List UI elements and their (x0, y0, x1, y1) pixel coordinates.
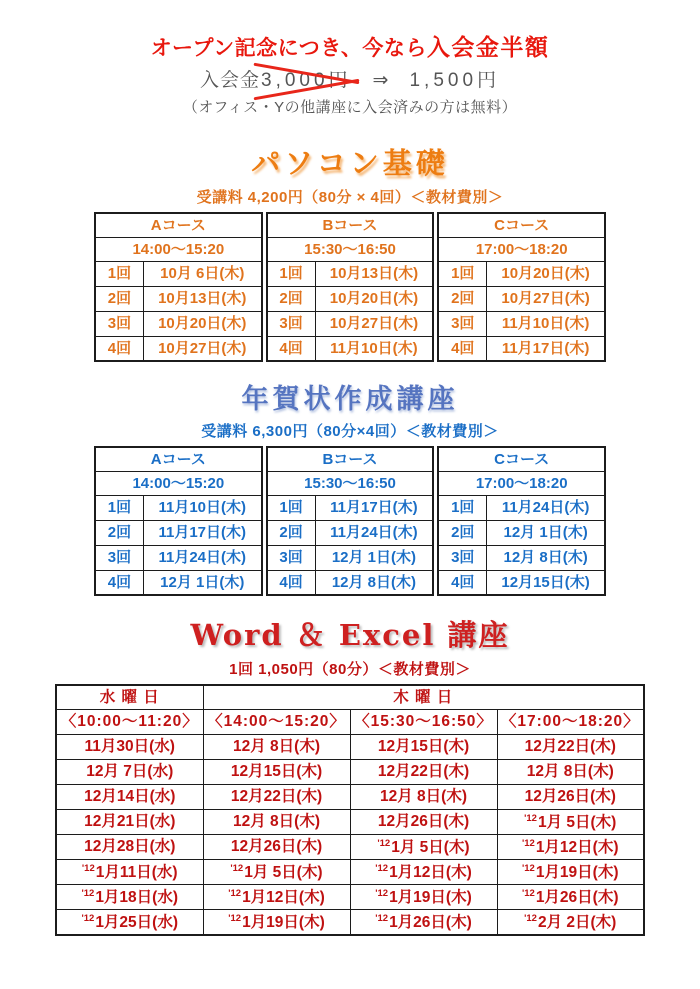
promo-banner (0, 0, 700, 117)
schedule-date: 12月 8日(木) (350, 785, 497, 810)
schedule-row (56, 810, 644, 835)
session-date: 10月20日(木) (315, 286, 433, 311)
schedule-date: $^{'12}$1月26日(木) (497, 885, 644, 910)
course-column-header: Aコース (95, 447, 262, 471)
schedule-date: 12月 8日(木) (203, 810, 350, 835)
table-row (267, 261, 434, 286)
promo-headline-emphasis: 入会金半額 (426, 34, 550, 60)
session-date: 10月27日(木) (143, 336, 261, 361)
schedule-date: 12月 7日(水) (56, 760, 203, 785)
course-time-header: 15:30～16:50 (267, 237, 434, 261)
schedule-date: 12月28日(水) (56, 835, 203, 860)
table-row (267, 520, 434, 545)
session-date: 10月13日(木) (143, 286, 261, 311)
course-column-header: Bコース (267, 447, 434, 471)
course-time-header: 14:00～15:20 (95, 237, 262, 261)
schedule-row (56, 860, 644, 885)
table-row (438, 495, 605, 520)
session-number: 3回 (267, 545, 315, 570)
session-number: 1回 (95, 261, 143, 286)
session-number: 2回 (267, 520, 315, 545)
schedule-date: 12月26日(木) (350, 810, 497, 835)
session-number: 2回 (95, 286, 143, 311)
schedule-row (56, 735, 644, 760)
time-slot-header: 〈14:00～15:20〉 (203, 710, 350, 735)
schedule-date: $^{'12}$1月19日(木) (203, 910, 350, 935)
section-word-excel (0, 619, 700, 935)
new-price-text: 1,500円 (409, 70, 501, 91)
table-row (267, 311, 434, 336)
session-number: 4回 (438, 570, 486, 595)
table-row (438, 213, 605, 237)
session-date: 12月 1日(木) (487, 520, 605, 545)
table-row (438, 336, 605, 361)
schedule-date: $^{'12}$1月12日(木) (350, 860, 497, 885)
schedule-date: $^{'12}$2月 2日(木) (497, 910, 644, 935)
promo-headline (0, 33, 700, 63)
course-subtable (437, 212, 606, 362)
section-title-pc-basic: パソコン基礎 (251, 148, 449, 180)
promo-note: （オフィス・Yの他講座に入会済みの方は無料） (182, 99, 518, 116)
session-date: 11月24日(木) (143, 545, 261, 570)
table-row (438, 311, 605, 336)
session-number: 1回 (438, 495, 486, 520)
table-row (267, 286, 434, 311)
table-row (95, 471, 262, 495)
session-date: 10月 6日(木) (143, 261, 261, 286)
word-excel-schedule-table (55, 684, 645, 936)
year-prefix: '12 (524, 812, 537, 824)
section-title-word-excel: Word ＆ Excel 講座 (190, 618, 510, 653)
nengajo-schedule-table (94, 446, 606, 596)
schedule-date: 12月15日(木) (350, 735, 497, 760)
section-title-nengajo: 年賀状作成講座 (241, 384, 459, 415)
promo-headline-regular: オープン記念につき、今なら (150, 37, 427, 60)
schedule-date: $^{'12}$1月19日(木) (350, 885, 497, 910)
session-date: 10月13日(木) (315, 261, 433, 286)
table-row (95, 286, 262, 311)
schedule-row (56, 760, 644, 785)
table-row (267, 336, 434, 361)
time-header-row (56, 710, 644, 735)
day-header-wednesday: 水 曜 日 (56, 685, 203, 710)
session-date: 12月 1日(木) (143, 570, 261, 595)
table-row (267, 471, 434, 495)
course-subtable (94, 212, 263, 362)
session-date: 11月10日(木) (143, 495, 261, 520)
schedule-date: $^{'12}$1月 5日(木) (497, 810, 644, 835)
course-time-header: 14:00～15:20 (95, 471, 262, 495)
session-number: 1回 (95, 495, 143, 520)
session-date: 11月24日(木) (315, 520, 433, 545)
year-prefix: '12 (375, 887, 389, 899)
course-column-header: Cコース (438, 447, 605, 471)
session-number: 1回 (438, 261, 486, 286)
table-row (95, 261, 262, 286)
table-row (95, 570, 262, 595)
schedule-date: $^{'12}$1月12日(木) (497, 835, 644, 860)
table-row (438, 570, 605, 595)
session-number: 1回 (267, 261, 315, 286)
schedule-row (56, 835, 644, 860)
year-prefix: '12 (377, 837, 391, 849)
session-number: 4回 (95, 570, 143, 595)
session-number: 3回 (95, 311, 143, 336)
year-prefix: '12 (521, 862, 535, 874)
course-time-header: 15:30～16:50 (267, 471, 434, 495)
schedule-date: 12月26日(木) (203, 835, 350, 860)
old-price-text: 3,000円 (261, 70, 352, 91)
session-date: 11月10日(木) (315, 336, 433, 361)
session-date: 12月 8日(木) (487, 545, 605, 570)
table-row (95, 237, 262, 261)
year-prefix: '12 (81, 887, 95, 899)
course-subtable (437, 446, 606, 596)
schedule-date: $^{'12}$1月19日(木) (497, 860, 644, 885)
year-prefix: '12 (375, 912, 389, 924)
price-label: 入会金 (199, 70, 260, 91)
session-number: 2回 (438, 286, 486, 311)
schedule-date: 12月 8日(木) (203, 735, 350, 760)
session-date: 10月20日(木) (487, 261, 605, 286)
section-fee-nengajo: 受講料 6,300円（80分×4回）＜教材費別＞ (201, 423, 499, 441)
old-price-struck (260, 68, 353, 94)
schedule-row (56, 785, 644, 810)
table-row (438, 471, 605, 495)
day-header-row (56, 685, 644, 710)
year-prefix: '12 (524, 912, 537, 924)
schedule-date: $^{'12}$1月25日(水) (56, 910, 203, 935)
wordexcel-table-body (56, 685, 644, 935)
year-prefix: '12 (521, 887, 535, 899)
section-fee-word-excel: 1回 1,050円（80分）＜教材費別＞ (229, 660, 471, 678)
table-row (267, 495, 434, 520)
table-row (438, 520, 605, 545)
pc-basic-schedule-table (94, 212, 606, 362)
schedule-date: 12月22日(木) (497, 735, 644, 760)
session-number: 1回 (267, 495, 315, 520)
schedule-date: $^{'12}$1月18日(水) (56, 885, 203, 910)
time-slot-header: 〈10:00～11:20〉 (56, 710, 203, 735)
table-row (267, 447, 434, 471)
year-prefix: '12 (228, 887, 242, 899)
time-slot-header: 〈17:00～18:20〉 (497, 710, 644, 735)
section-pc-basic (0, 148, 700, 362)
course-column-header: Aコース (95, 213, 262, 237)
table-row (95, 213, 262, 237)
table-row (95, 447, 262, 471)
table-row (95, 520, 262, 545)
session-number: 3回 (438, 545, 486, 570)
session-number: 4回 (267, 336, 315, 361)
schedule-date: $^{'12}$1月11日(水) (56, 860, 203, 885)
schedule-date: 12月26日(木) (497, 785, 644, 810)
schedule-date: 12月21日(水) (56, 810, 203, 835)
year-prefix: '12 (521, 837, 535, 849)
session-number: 4回 (267, 570, 315, 595)
session-date: 10月27日(木) (487, 286, 605, 311)
schedule-date: 11月30日(水) (56, 735, 203, 760)
session-date: 10月27日(木) (315, 311, 433, 336)
table-row (438, 286, 605, 311)
course-subtable (94, 446, 263, 596)
schedule-date: $^{'12}$1月 5日(木) (350, 835, 497, 860)
session-number: 2回 (95, 520, 143, 545)
session-date: 11月17日(木) (143, 520, 261, 545)
schedule-row (56, 885, 644, 910)
session-date: 12月 1日(木) (315, 545, 433, 570)
year-prefix: '12 (228, 912, 242, 924)
schedule-date: 12月14日(水) (56, 785, 203, 810)
session-date: 11月17日(木) (487, 336, 605, 361)
table-row (438, 237, 605, 261)
arrow-right-icon: ⇒ (372, 70, 390, 91)
course-column-header: Bコース (267, 213, 434, 237)
session-date: 11月17日(木) (315, 495, 433, 520)
session-number: 2回 (267, 286, 315, 311)
session-date: 10月20日(木) (143, 311, 261, 336)
schedule-date: 12月15日(木) (203, 760, 350, 785)
schedule-date: 12月22日(木) (203, 785, 350, 810)
session-number: 3回 (267, 311, 315, 336)
table-row (438, 447, 605, 471)
schedule-date: $^{'12}$1月 5日(木) (203, 860, 350, 885)
session-date: 11月24日(木) (487, 495, 605, 520)
session-date: 11月10日(木) (487, 311, 605, 336)
table-row (267, 570, 434, 595)
session-date: 12月15日(木) (487, 570, 605, 595)
schedule-date: $^{'12}$1月26日(木) (350, 910, 497, 935)
session-number: 4回 (438, 336, 486, 361)
section-fee-pc-basic: 受講料 4,200円（80分 × 4回）＜教材費別＞ (196, 189, 504, 207)
time-slot-header: 〈15:30～16:50〉 (350, 710, 497, 735)
table-row (95, 336, 262, 361)
table-row (95, 311, 262, 336)
schedule-date: 12月 8日(木) (497, 760, 644, 785)
table-row (438, 545, 605, 570)
day-header-thursday: 木 曜 日 (203, 685, 644, 710)
session-date: 12月 8日(木) (315, 570, 433, 595)
section-nengajo (0, 384, 700, 596)
table-row (95, 545, 262, 570)
promo-price-line (0, 68, 700, 94)
table-row (438, 261, 605, 286)
session-number: 4回 (95, 336, 143, 361)
session-number: 3回 (95, 545, 143, 570)
table-row (267, 213, 434, 237)
year-prefix: '12 (230, 862, 244, 874)
year-prefix: '12 (81, 862, 95, 874)
schedule-date: $^{'12}$1月12日(木) (203, 885, 350, 910)
course-column-header: Cコース (438, 213, 605, 237)
year-prefix: '12 (375, 862, 389, 874)
table-row (267, 545, 434, 570)
session-number: 3回 (438, 311, 486, 336)
table-row (267, 237, 434, 261)
schedule-row (56, 910, 644, 935)
schedule-date: 12月22日(木) (350, 760, 497, 785)
course-time-header: 17:00～18:20 (438, 471, 605, 495)
course-subtable (266, 212, 435, 362)
course-subtable (266, 446, 435, 596)
year-prefix: '12 (81, 912, 95, 924)
session-number: 2回 (438, 520, 486, 545)
course-time-header: 17:00～18:20 (438, 237, 605, 261)
table-row (95, 495, 262, 520)
